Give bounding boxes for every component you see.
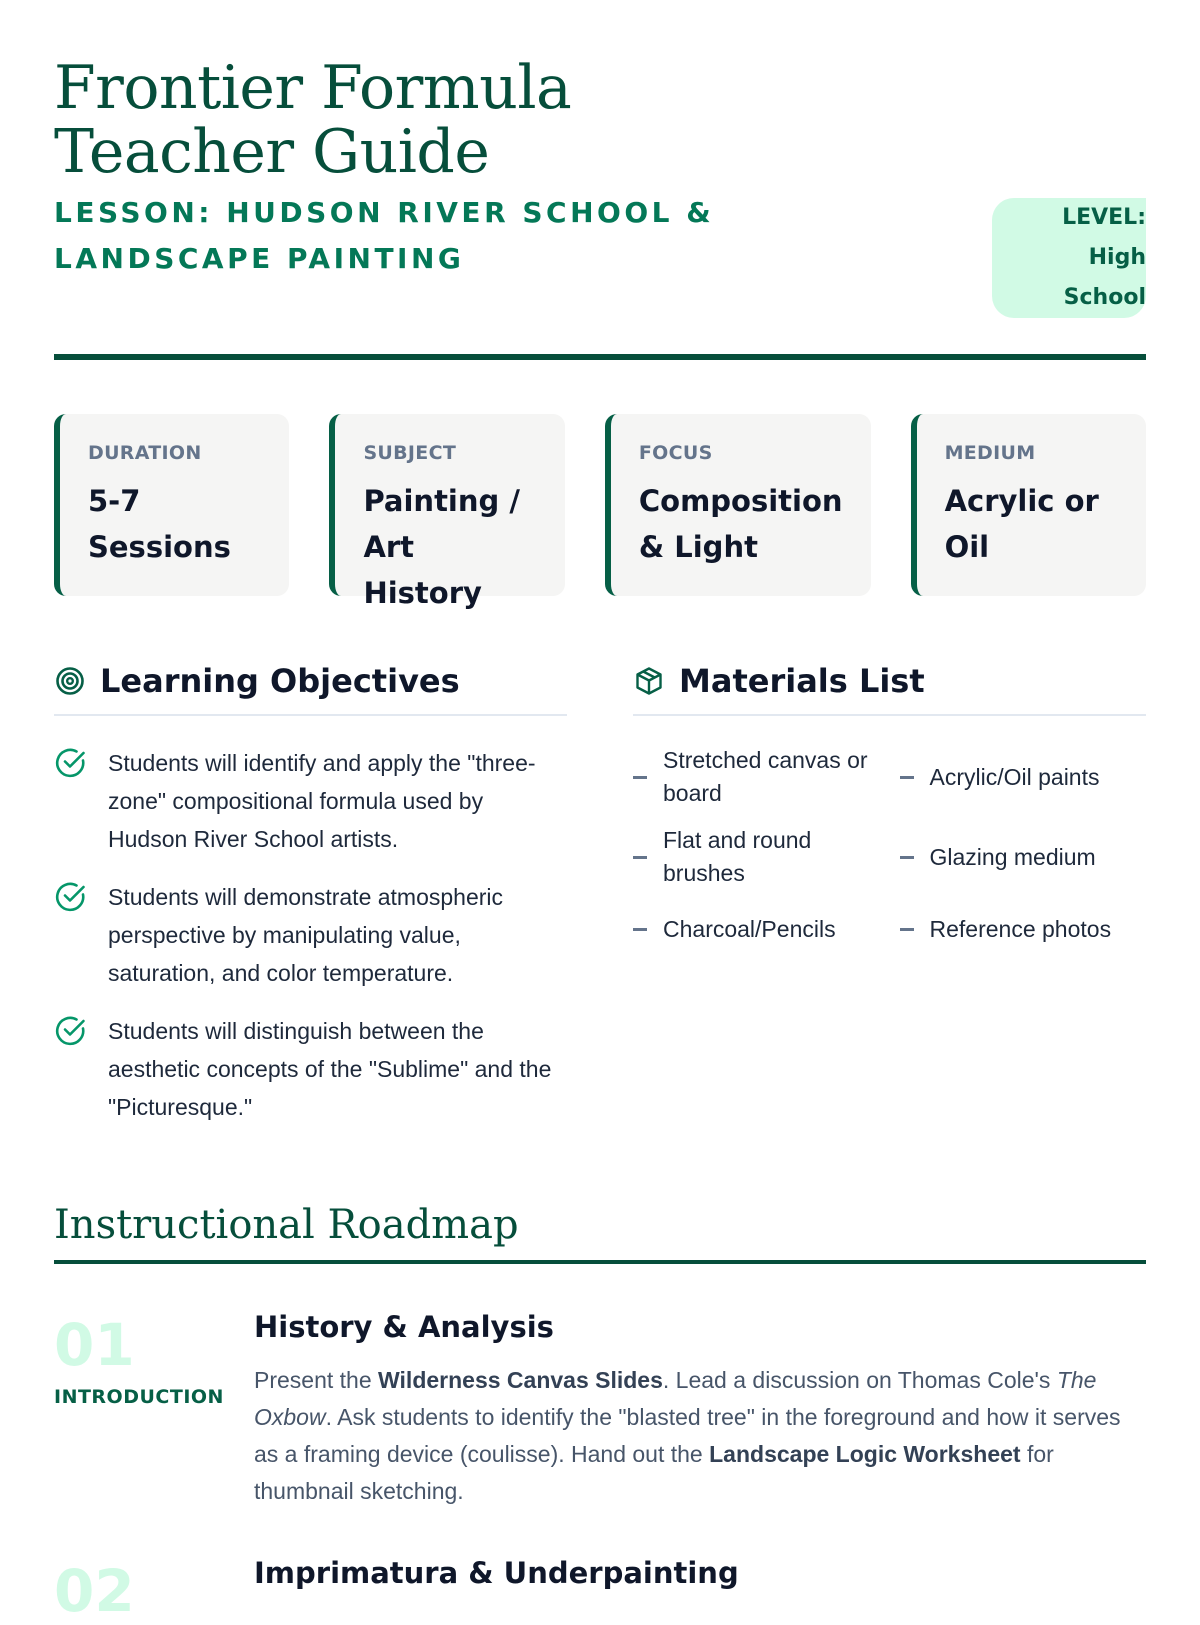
step-title: Imprimatura & Underpainting — [254, 1556, 739, 1590]
subtitle-row — [54, 190, 1146, 318]
step-phase: INTRODUCTION — [54, 1386, 224, 1408]
objectives-list — [54, 744, 567, 1126]
material-text: Stretched canvas or board — [663, 747, 868, 806]
check-circle-icon — [54, 1014, 88, 1048]
section-title: Materials List — [679, 662, 925, 700]
stat-label: DURATION — [88, 442, 202, 464]
material-text: Reference photos — [929, 915, 1112, 942]
desc-text: Present the — [254, 1367, 379, 1393]
material-text: Flat and round brushes — [663, 827, 812, 886]
list-item — [900, 824, 1147, 890]
artwork-title: The Oxbow — [254, 1367, 1097, 1430]
roadmap-step-02 — [54, 1556, 1146, 1625]
list-item — [900, 904, 1147, 954]
guide-header — [54, 53, 1146, 360]
instructional-roadmap — [54, 1202, 1146, 1625]
desc-text: for thumbnail sketching. — [254, 1441, 1054, 1504]
section-header — [633, 662, 1146, 716]
check-circle-icon — [54, 746, 88, 780]
page-title: Frontier Formula Teacher Guide — [54, 53, 572, 187]
stat-value: Painting / Art History — [363, 484, 520, 610]
roadmap-title: Instructional Roadmap — [54, 1202, 519, 1248]
stat-card-subject — [329, 414, 564, 610]
dash-bullet-icon — [900, 856, 914, 859]
material-text: Acrylic/Oil paints — [929, 763, 1100, 790]
dash-bullet-icon — [633, 776, 647, 779]
stat-label: FOCUS — [638, 442, 713, 464]
list-item — [633, 904, 880, 954]
material-text: Glazing medium — [929, 843, 1096, 870]
stat-value: 5-7 Sessions — [88, 484, 231, 564]
desc-text: . Lead a discussion on Thomas Cole's — [662, 1367, 1057, 1393]
lesson-subtitle: LESSON: HUDSON RIVER SCHOOL & LANDSCAPE PAINTING — [54, 196, 715, 275]
objectives-materials — [54, 662, 1146, 1146]
list-item — [633, 744, 880, 810]
target-icon — [54, 665, 86, 697]
level-badge: LEVEL: High School — [992, 198, 1146, 318]
roadmap-header — [54, 1202, 1146, 1264]
resource-wilderness-canvas-slides: Wilderness Canvas Slides — [378, 1367, 663, 1393]
step-meta — [54, 1556, 254, 1625]
package-icon — [633, 665, 665, 697]
section-title: Learning Objectives — [100, 662, 460, 700]
dash-bullet-icon — [900, 928, 914, 931]
stat-label: MEDIUM — [944, 442, 1036, 464]
step-body — [254, 1556, 1146, 1622]
stat-card-focus — [605, 414, 871, 596]
list-item — [633, 824, 880, 890]
stat-label: SUBJECT — [363, 442, 457, 464]
resource-landscape-logic-worksheet: Landscape Logic Worksheet — [709, 1441, 1021, 1467]
objective-text: Students will distinguish between the aesthetic concepts of the "Sublime" and the "Picturesque." — [108, 1018, 552, 1120]
materials-grid — [633, 744, 1146, 954]
step-number: 02 — [54, 1557, 135, 1625]
desc-text: . Ask students to identify the "blasted tree" in the foreground and how it serves as a framing device (coulisse). Hand out the — [254, 1404, 1121, 1467]
step-title: History & Analysis — [254, 1310, 554, 1344]
section-header — [54, 662, 567, 716]
step-meta — [54, 1310, 254, 1510]
learning-objectives-section — [54, 662, 567, 1146]
list-item — [900, 744, 1147, 810]
list-item — [54, 1012, 567, 1126]
objective-text: Students will identify and apply the "three-zone" compositional formula used by Hudson River School artists. — [108, 750, 536, 852]
objective-text: Students will demonstrate atmospheric perspective by manipulating value, saturation, and color temperature. — [108, 884, 504, 986]
material-text: Charcoal/Pencils — [663, 915, 836, 942]
dash-bullet-icon — [633, 928, 647, 931]
step-body — [254, 1310, 1146, 1510]
roadmap-step-01 — [54, 1310, 1146, 1510]
lesson-stats — [54, 414, 1146, 610]
step-description — [254, 1362, 1146, 1510]
check-circle-icon — [54, 880, 88, 914]
list-item — [54, 744, 567, 858]
materials-list-section — [633, 662, 1146, 1146]
dash-bullet-icon — [633, 856, 647, 859]
dash-bullet-icon — [900, 776, 914, 779]
stat-value: Composition & Light — [638, 484, 843, 564]
stat-card-duration — [54, 414, 289, 596]
stat-value: Acrylic or Oil — [944, 484, 1099, 564]
list-item — [54, 878, 567, 992]
step-number: 01 — [54, 1311, 135, 1379]
stat-card-medium — [911, 414, 1146, 596]
